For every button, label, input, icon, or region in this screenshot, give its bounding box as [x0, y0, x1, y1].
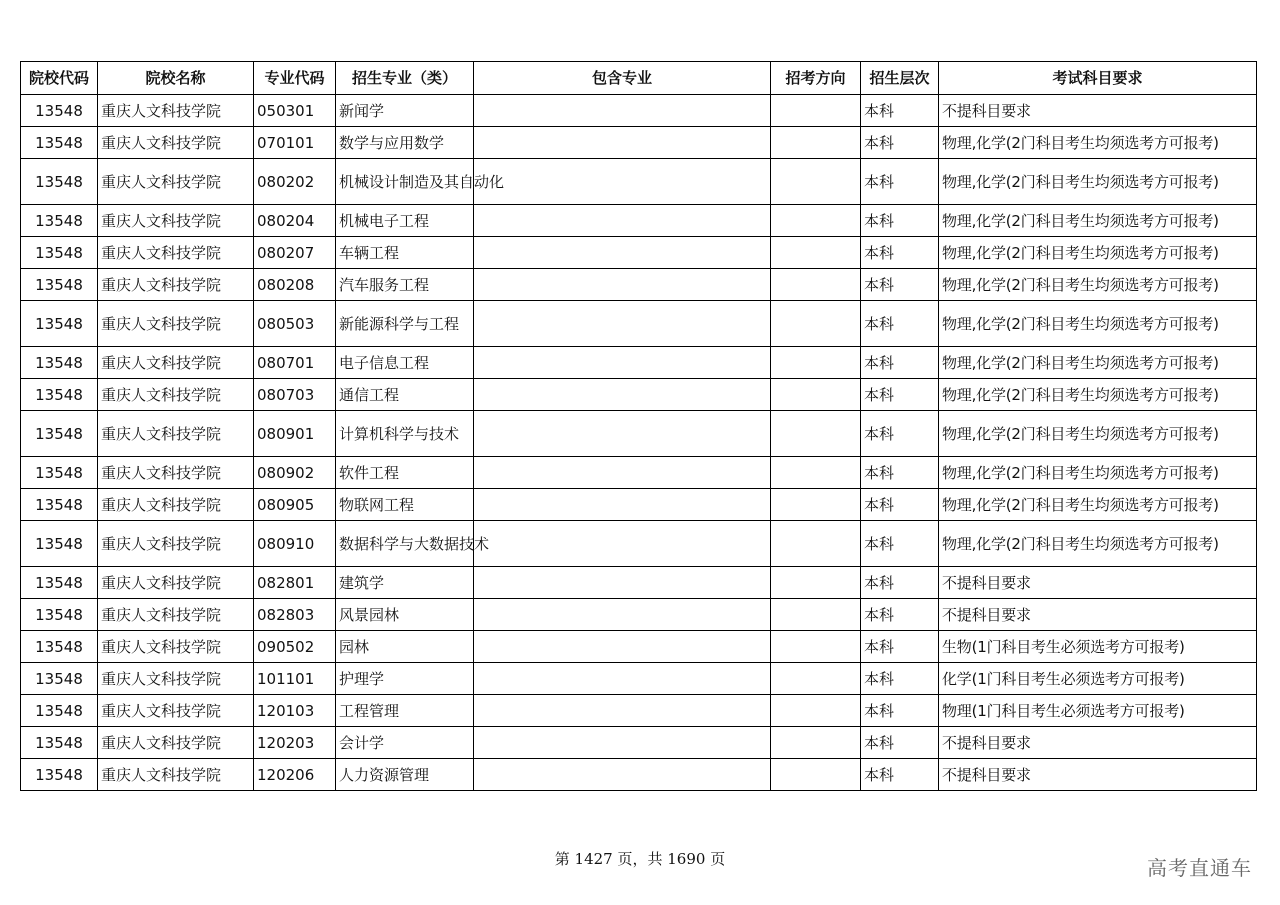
cell-major: 机械设计制造及其自动化 — [336, 159, 474, 205]
cell-includes — [474, 301, 771, 347]
cell-requirement: 物理,化学(2门科目考生均须选考方可报考) — [939, 489, 1257, 521]
cell-school-name: 重庆人文科技学院 — [98, 631, 254, 663]
cell-major-code: 080902 — [254, 457, 336, 489]
cell-level: 本科 — [861, 269, 939, 301]
cell-major-code: 082803 — [254, 599, 336, 631]
cell-level: 本科 — [861, 663, 939, 695]
cell-direction — [771, 127, 861, 159]
cell-includes — [474, 379, 771, 411]
cell-direction — [771, 159, 861, 205]
cell-level: 本科 — [861, 457, 939, 489]
cell-school-name: 重庆人文科技学院 — [98, 521, 254, 567]
cell-major-code: 080207 — [254, 237, 336, 269]
cell-major: 车辆工程 — [336, 237, 474, 269]
cell-includes — [474, 567, 771, 599]
header-school-code: 院校代码 — [21, 62, 98, 95]
cell-direction — [771, 237, 861, 269]
cell-school-code: 13548 — [21, 269, 98, 301]
cell-includes — [474, 695, 771, 727]
cell-level: 本科 — [861, 237, 939, 269]
cell-requirement: 不提科目要求 — [939, 95, 1257, 127]
cell-school-name: 重庆人文科技学院 — [98, 411, 254, 457]
cell-major: 新闻学 — [336, 95, 474, 127]
cell-major-code: 120206 — [254, 759, 336, 791]
cell-requirement: 生物(1门科目考生必须选考方可报考) — [939, 631, 1257, 663]
cell-school-code: 13548 — [21, 631, 98, 663]
table-row — [21, 695, 1257, 727]
cell-school-name: 重庆人文科技学院 — [98, 269, 254, 301]
cell-major-code: 080703 — [254, 379, 336, 411]
cell-school-name: 重庆人文科技学院 — [98, 379, 254, 411]
header-includes: 包含专业 — [474, 62, 771, 95]
header-major-code: 专业代码 — [254, 62, 336, 95]
cell-school-name: 重庆人文科技学院 — [98, 727, 254, 759]
header-requirement: 考试科目要求 — [939, 62, 1257, 95]
cell-major: 通信工程 — [336, 379, 474, 411]
cell-direction — [771, 567, 861, 599]
cell-level: 本科 — [861, 127, 939, 159]
cell-includes — [474, 127, 771, 159]
admission-table — [20, 61, 1257, 791]
table-row — [21, 159, 1257, 205]
cell-direction — [771, 631, 861, 663]
cell-school-code: 13548 — [21, 521, 98, 567]
table-row — [21, 663, 1257, 695]
table-row — [21, 95, 1257, 127]
cell-major: 电子信息工程 — [336, 347, 474, 379]
cell-major-code: 080204 — [254, 205, 336, 237]
table-row — [21, 301, 1257, 347]
table-row — [21, 127, 1257, 159]
cell-level: 本科 — [861, 411, 939, 457]
cell-major: 新能源科学与工程 — [336, 301, 474, 347]
cell-requirement: 物理,化学(2门科目考生均须选考方可报考) — [939, 269, 1257, 301]
table-row — [21, 727, 1257, 759]
cell-requirement: 物理,化学(2门科目考生均须选考方可报考) — [939, 347, 1257, 379]
cell-requirement: 物理,化学(2门科目考生均须选考方可报考) — [939, 379, 1257, 411]
cell-major: 建筑学 — [336, 567, 474, 599]
cell-school-code: 13548 — [21, 127, 98, 159]
cell-school-code: 13548 — [21, 237, 98, 269]
cell-requirement: 不提科目要求 — [939, 567, 1257, 599]
cell-direction — [771, 759, 861, 791]
header-major: 招生专业（类） — [336, 62, 474, 95]
cell-level: 本科 — [861, 301, 939, 347]
cell-direction — [771, 663, 861, 695]
cell-direction — [771, 599, 861, 631]
table-row — [21, 759, 1257, 791]
cell-direction — [771, 379, 861, 411]
cell-major-code: 101101 — [254, 663, 336, 695]
cell-major: 数学与应用数学 — [336, 127, 474, 159]
header-row — [21, 62, 1257, 95]
cell-requirement: 不提科目要求 — [939, 599, 1257, 631]
cell-includes — [474, 411, 771, 457]
table-body — [21, 95, 1257, 791]
cell-school-code: 13548 — [21, 567, 98, 599]
cell-major-code: 090502 — [254, 631, 336, 663]
cell-major: 物联网工程 — [336, 489, 474, 521]
cell-requirement: 不提科目要求 — [939, 727, 1257, 759]
cell-level: 本科 — [861, 205, 939, 237]
table-row — [21, 521, 1257, 567]
cell-major: 软件工程 — [336, 457, 474, 489]
cell-major: 数据科学与大数据技术 — [336, 521, 474, 567]
cell-level: 本科 — [861, 695, 939, 727]
cell-requirement: 物理,化学(2门科目考生均须选考方可报考) — [939, 301, 1257, 347]
cell-requirement: 物理,化学(2门科目考生均须选考方可报考) — [939, 159, 1257, 205]
cell-direction — [771, 727, 861, 759]
table-row — [21, 379, 1257, 411]
cell-school-code: 13548 — [21, 727, 98, 759]
cell-includes — [474, 759, 771, 791]
cell-includes — [474, 727, 771, 759]
cell-requirement: 物理,化学(2门科目考生均须选考方可报考) — [939, 237, 1257, 269]
cell-school-name: 重庆人文科技学院 — [98, 301, 254, 347]
cell-direction — [771, 347, 861, 379]
table-row — [21, 237, 1257, 269]
page-number: 第 1427 页，共 1690 页 — [554, 850, 726, 868]
cell-school-name: 重庆人文科技学院 — [98, 663, 254, 695]
cell-requirement: 物理,化学(2门科目考生均须选考方可报考) — [939, 205, 1257, 237]
cell-level: 本科 — [861, 631, 939, 663]
cell-direction — [771, 301, 861, 347]
cell-includes — [474, 521, 771, 567]
cell-school-name: 重庆人文科技学院 — [98, 347, 254, 379]
cell-major-code: 080905 — [254, 489, 336, 521]
cell-includes — [474, 599, 771, 631]
cell-requirement: 化学(1门科目考生必须选考方可报考) — [939, 663, 1257, 695]
cell-requirement: 物理(1门科目考生必须选考方可报考) — [939, 695, 1257, 727]
cell-major: 人力资源管理 — [336, 759, 474, 791]
cell-level: 本科 — [861, 599, 939, 631]
cell-major: 会计学 — [336, 727, 474, 759]
cell-school-code: 13548 — [21, 205, 98, 237]
cell-level: 本科 — [861, 759, 939, 791]
cell-level: 本科 — [861, 521, 939, 567]
table-row — [21, 269, 1257, 301]
cell-direction — [771, 269, 861, 301]
table-row — [21, 599, 1257, 631]
cell-direction — [771, 489, 861, 521]
cell-school-code: 13548 — [21, 95, 98, 127]
cell-includes — [474, 269, 771, 301]
table-row — [21, 205, 1257, 237]
cell-major: 计算机科学与技术 — [336, 411, 474, 457]
cell-includes — [474, 663, 771, 695]
cell-major: 园林 — [336, 631, 474, 663]
cell-direction — [771, 521, 861, 567]
cell-includes — [474, 457, 771, 489]
cell-level: 本科 — [861, 95, 939, 127]
cell-school-name: 重庆人文科技学院 — [98, 759, 254, 791]
cell-school-code: 13548 — [21, 599, 98, 631]
table-row — [21, 631, 1257, 663]
cell-school-code: 13548 — [21, 695, 98, 727]
header-level: 招生层次 — [861, 62, 939, 95]
cell-school-name: 重庆人文科技学院 — [98, 457, 254, 489]
cell-major: 风景园林 — [336, 599, 474, 631]
cell-school-code: 13548 — [21, 379, 98, 411]
cell-major-code: 120203 — [254, 727, 336, 759]
cell-level: 本科 — [861, 489, 939, 521]
header-school-name: 院校名称 — [98, 62, 254, 95]
cell-direction — [771, 695, 861, 727]
cell-major-code: 080208 — [254, 269, 336, 301]
cell-major-code: 080910 — [254, 521, 336, 567]
cell-school-name: 重庆人文科技学院 — [98, 205, 254, 237]
cell-includes — [474, 347, 771, 379]
cell-school-code: 13548 — [21, 759, 98, 791]
cell-school-code: 13548 — [21, 489, 98, 521]
cell-level: 本科 — [861, 567, 939, 599]
cell-includes — [474, 95, 771, 127]
cell-school-name: 重庆人文科技学院 — [98, 567, 254, 599]
cell-major-code: 082801 — [254, 567, 336, 599]
cell-includes — [474, 205, 771, 237]
cell-requirement: 物理,化学(2门科目考生均须选考方可报考) — [939, 457, 1257, 489]
cell-school-code: 13548 — [21, 301, 98, 347]
cell-school-code: 13548 — [21, 347, 98, 379]
cell-includes — [474, 159, 771, 205]
cell-school-name: 重庆人文科技学院 — [98, 489, 254, 521]
cell-school-code: 13548 — [21, 159, 98, 205]
cell-major: 汽车服务工程 — [336, 269, 474, 301]
cell-direction — [771, 95, 861, 127]
watermark: 高考直通车 — [1147, 856, 1252, 880]
cell-includes — [474, 237, 771, 269]
cell-major: 机械电子工程 — [336, 205, 474, 237]
cell-school-name: 重庆人文科技学院 — [98, 159, 254, 205]
table-row — [21, 347, 1257, 379]
cell-direction — [771, 411, 861, 457]
cell-level: 本科 — [861, 727, 939, 759]
cell-major: 工程管理 — [336, 695, 474, 727]
table-row — [21, 567, 1257, 599]
table-row — [21, 457, 1257, 489]
header-direction: 招考方向 — [771, 62, 861, 95]
cell-major-code: 080202 — [254, 159, 336, 205]
cell-requirement: 不提科目要求 — [939, 759, 1257, 791]
cell-major-code: 070101 — [254, 127, 336, 159]
cell-school-name: 重庆人文科技学院 — [98, 127, 254, 159]
cell-major-code: 080901 — [254, 411, 336, 457]
cell-school-code: 13548 — [21, 457, 98, 489]
cell-requirement: 物理,化学(2门科目考生均须选考方可报考) — [939, 521, 1257, 567]
cell-requirement: 物理,化学(2门科目考生均须选考方可报考) — [939, 127, 1257, 159]
cell-major-code: 050301 — [254, 95, 336, 127]
cell-school-code: 13548 — [21, 411, 98, 457]
cell-school-name: 重庆人文科技学院 — [98, 95, 254, 127]
cell-includes — [474, 489, 771, 521]
cell-school-name: 重庆人文科技学院 — [98, 695, 254, 727]
cell-level: 本科 — [861, 379, 939, 411]
cell-school-name: 重庆人文科技学院 — [98, 599, 254, 631]
cell-includes — [474, 631, 771, 663]
cell-level: 本科 — [861, 159, 939, 205]
table-row — [21, 489, 1257, 521]
cell-major: 护理学 — [336, 663, 474, 695]
table-row — [21, 411, 1257, 457]
cell-requirement: 物理,化学(2门科目考生均须选考方可报考) — [939, 411, 1257, 457]
cell-direction — [771, 205, 861, 237]
cell-school-name: 重庆人文科技学院 — [98, 237, 254, 269]
cell-major-code: 120103 — [254, 695, 336, 727]
cell-direction — [771, 457, 861, 489]
cell-school-code: 13548 — [21, 663, 98, 695]
cell-level: 本科 — [861, 347, 939, 379]
cell-major-code: 080701 — [254, 347, 336, 379]
cell-major-code: 080503 — [254, 301, 336, 347]
